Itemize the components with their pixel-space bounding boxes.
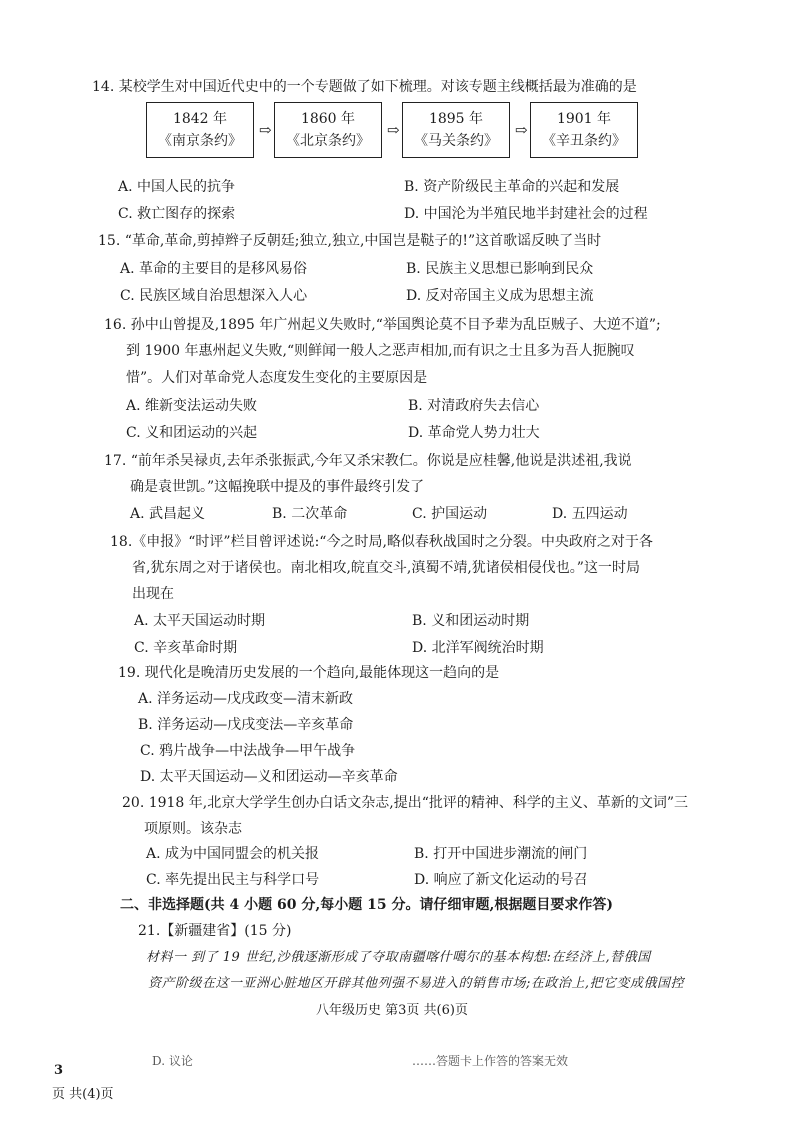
q17-stem-line-1: 17. “前年杀吴禄贞,去年杀张振武,今年又杀宋教仁。你说是应桂馨,他说是洪述祖,我说: [104, 453, 632, 469]
timeline-treaty: 《南京条约》: [158, 133, 242, 149]
q21-heading: 21.【新疆建省】(15 分): [138, 923, 292, 939]
q21-material-line-1: 材料一 到了 19 世纪,沙俄逐渐形成了夺取南疆喀什噶尔的基本构想:在经济上,替俄国: [146, 950, 651, 965]
q16-stem-line-3: 惜”。人们对革命党人态度发生变化的主要原因是: [126, 370, 428, 386]
q16-option-b: B. 对清政府失去信心: [408, 398, 540, 414]
corner-page-count: 页 共(4)页: [52, 1087, 114, 1102]
q17-stem-line-2: 确是袁世凯。”这幅挽联中提及的事件最终引发了: [130, 479, 425, 495]
q16-stem-line-2: 到 1900 年惠州起义失败,“则鲜闻一般人之恶声相加,而有识之士且多为吾人扼腕叹: [126, 343, 635, 359]
timeline-box-1: [146, 102, 254, 158]
q21-material-line-2: 资产阶级在这一亚洲心脏地区开辟其他列强不易进入的销售市场;在政治上,把它变成俄国控: [148, 976, 685, 991]
q19-option-d: D. 太平天国运动—义和团运动—辛亥革命: [140, 769, 398, 785]
q20-option-d: D. 响应了新文化运动的号召: [414, 872, 588, 888]
q14-option-a: A. 中国人民的抗争: [118, 179, 236, 195]
q15-option-d: D. 反对帝国主义成为思想主流: [406, 288, 594, 304]
arrow-icon: ⇨: [387, 121, 400, 139]
timeline-box-2: [274, 102, 382, 158]
q14-stem: 14. 某校学生对中国近代史中的一个专题做了如下梳理。对该专题主线概括最为准确的是: [92, 79, 637, 95]
q17-option-c: C. 护国运动: [412, 506, 488, 522]
q14-timeline: [146, 102, 646, 164]
timeline-box-4: [530, 102, 638, 158]
q14-option-d: D. 中国沦为半殖民地半封建社会的过程: [404, 206, 648, 222]
arrow-icon: ⇨: [259, 121, 272, 139]
timeline-treaty: 《马关条约》: [414, 133, 498, 149]
q15-option-b: B. 民族主义思想已影响到民众: [406, 261, 594, 277]
q15-option-a: A. 革命的主要目的是移风易俗: [120, 261, 308, 277]
q18-option-d: D. 北洋军阀统治时期: [412, 640, 544, 656]
timeline-year: 1895 年: [428, 111, 484, 127]
q14-option-c: C. 救亡图存的探索: [118, 206, 236, 222]
q20-option-b: B. 打开中国进步潮流的闸门: [414, 846, 588, 862]
q20-option-a: A. 成为中国同盟会的机关报: [146, 846, 320, 862]
bleed-through-left-text: D. 议论: [152, 1054, 193, 1068]
q16-option-d: D. 革命党人势力壮大: [408, 425, 540, 441]
q18-stem-line-2: 省,犹东周之对于诸侯也。南北相攻,皖直交斗,滇蜀不靖,犹诸侯相侵伐也。”这一时局: [132, 560, 640, 576]
q20-stem-line-1: 20. 1918 年,北京大学学生创办白话文杂志,提出“批评的精神、科学的主义、革新的文词”三: [122, 795, 689, 811]
q17-option-a: A. 武昌起义: [130, 506, 206, 522]
q20-stem-line-2: 项原则。该杂志: [144, 821, 242, 837]
q18-option-a: A. 太平天国运动时期: [134, 613, 266, 629]
timeline-year: 1901 年: [556, 111, 612, 127]
page-footer: 八年级历史 第3页 共(6)页: [316, 1003, 468, 1018]
q17-option-b: B. 二次革命: [272, 506, 348, 522]
q17-option-d: D. 五四运动: [552, 506, 628, 522]
corner-page-number: 3: [54, 1063, 64, 1078]
section-2-heading: 二、非选择题(共 4 小题 60 分,每小题 15 分。请仔细审题,根据题目要求作答): [120, 897, 613, 913]
timeline-box-3: [402, 102, 510, 158]
q19-stem: 19. 现代化是晚清历史发展的一个趋向,最能体现这一趋向的是: [118, 665, 500, 681]
q18-option-c: C. 辛亥革命时期: [134, 640, 238, 656]
bleed-through-center-text: ……答题卡上作答的答案无效: [412, 1054, 569, 1068]
q19-option-a: A. 洋务运动—戊戌政变—清末新政: [138, 691, 354, 707]
timeline-year: 1842 年: [172, 111, 228, 127]
q14-option-b: B. 资产阶级民主革命的兴起和发展: [404, 179, 620, 195]
timeline-treaty: 《北京条约》: [286, 133, 370, 149]
q19-option-c: C. 鸦片战争—中法战争—甲午战争: [140, 743, 356, 759]
q20-option-c: C. 率先提出民主与科学口号: [146, 872, 320, 888]
q18-option-b: B. 义和团运动时期: [412, 613, 530, 629]
q15-option-c: C. 民族区域自治思想深入人心: [120, 288, 308, 304]
q18-stem-line-1: 18.《申报》“时评”栏目曾评述说:“今之时局,略似春秋战国时之分裂。中央政府之对于各: [110, 534, 653, 550]
q16-option-c: C. 义和团运动的兴起: [126, 425, 258, 441]
q19-option-b: B. 洋务运动—戊戌变法—辛亥革命: [138, 717, 354, 733]
q15-stem: 15. “革命,革命,剪掉辫子反朝廷;独立,独立,中国岂是鞑子的!”这首歌谣反映了当时: [98, 233, 602, 249]
timeline-treaty: 《辛丑条约》: [542, 133, 626, 149]
q16-option-a: A. 维新变法运动失败: [126, 398, 258, 414]
arrow-icon: ⇨: [515, 121, 528, 139]
q16-stem-line-1: 16. 孙中山曾提及,1895 年广州起义失败时,“举国舆论莫不目予辈为乱臣贼子、大逆不道”;: [104, 317, 661, 333]
q18-stem-line-3: 出现在: [132, 586, 174, 602]
timeline-year: 1860 年: [300, 111, 356, 127]
